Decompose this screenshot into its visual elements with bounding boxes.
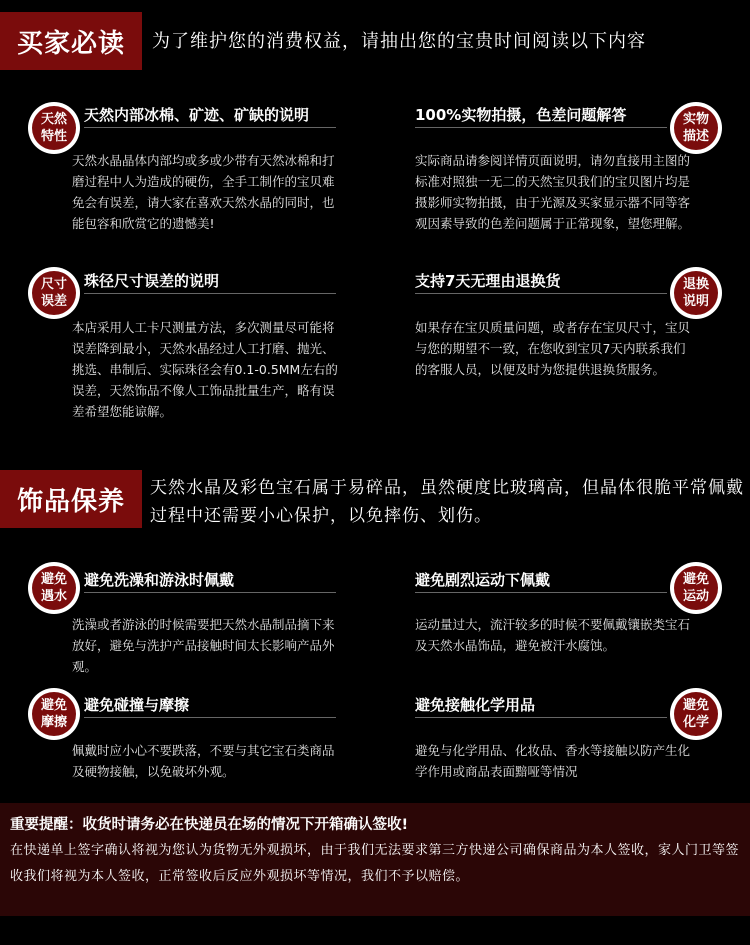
badge-avoid-friction: 避免 摩擦: [28, 688, 80, 740]
header-tag: 买家必读: [0, 12, 142, 70]
care-body-water: 洗澡或者游泳的时候需要把天然水晶制品摘下来放好，避免与洗护产品接触时间太长影响产品外观。: [72, 617, 335, 674]
note-title-real-photo: 100%实物拍摄，色差问题解答: [415, 106, 627, 124]
care-tag: 饰品保养: [0, 470, 142, 528]
divider: [415, 717, 667, 718]
divider: [84, 592, 336, 593]
notice-title: 重要提醒：收货时请务必在快递员在场的情况下开箱确认签收!: [10, 817, 409, 833]
note-title-return: 支持7天无理由退换货: [415, 272, 561, 290]
divider: [415, 293, 667, 294]
badge-size: 尺寸 误差: [28, 267, 80, 319]
divider: [84, 717, 336, 718]
badge-avoid-exercise: 避免 运动: [670, 562, 722, 614]
divider: [415, 127, 667, 128]
care-title-exercise: 避免剧烈运动下佩戴: [415, 571, 551, 589]
note-title-natural: 天然内部冰棉、矿迹、矿缺的说明: [84, 106, 310, 124]
note-body-real-photo: 实际商品请参阅详情页面说明，请勿直接用主图的标准对照独一无二的天然宝贝我们的宝贝图片均是摄影师实物拍摄，由于光源及买家显示器不同等客观因素导致的色差问题属于正常现象，望您理解。: [415, 153, 691, 231]
divider: [84, 127, 336, 128]
badge-return: 退换 说明: [670, 267, 722, 319]
care-body-friction: 佩戴时应小心不要跌落，不要与其它宝石类商品及硬物接触，以免破坏外观。: [72, 743, 335, 779]
care-body-exercise: 运动量过大，流汗较多的时候不要佩戴镶嵌类宝石及天然水晶饰品，避免被汗水腐蚀。: [415, 617, 691, 653]
care-title-water: 避免洗澡和游泳时佩戴: [84, 571, 235, 589]
care-title-friction: 避免碰撞与摩擦: [84, 696, 190, 714]
divider: [415, 592, 667, 593]
care-intro: 天然水晶及彩色宝石属于易碎品，虽然硬度比玻璃高，但晶体很脆平常佩戴过程中还需要小心保护，以免摔伤、划伤。: [150, 478, 744, 526]
care-title-chemical: 避免接触化学用品: [415, 696, 536, 714]
notice-body: 在快递单上签字确认将视为您认为货物无外观损坏，由于我们无法要求第三方快递公司确保商品为本人签收，家人门卫等签收我们将视为本人签收，正常签收后反应外观损坏等情况，我们不予以赔偿。: [10, 843, 740, 884]
badge-avoid-water: 避免 遇水: [28, 562, 80, 614]
divider: [84, 293, 336, 294]
header-intro: 为了维护您的消费权益，请抽出您的宝贵时间阅读以下内容: [152, 31, 646, 52]
badge-real-photo: 实物 描述: [670, 102, 722, 154]
note-body-size: 本店采用人工卡尺测量方法，多次测量尽可能将误差降到最小，天然水晶经过人工打磨、抛光、挑选、串制后、实际珠径会有0.1-0.5MM左右的误差，天然饰品不像人工饰品批量生产，略有误差希望您能谅解。: [72, 320, 338, 419]
note-body-natural: 天然水晶晶体内部均或多或少带有天然冰棉和打磨过程中人为造成的硬伤，全手工制作的宝贝难免会有误差，请大家在喜欢天然水晶的同时，也能包容和欣赏它的遗憾美!: [72, 153, 335, 231]
care-body-chemical: 避免与化学用品、化妆品、香水等接触以防产生化学作用或商品表面黯哑等情况: [415, 743, 691, 779]
note-body-return: 如果存在宝贝质量问题，或者存在宝贝尺寸，宝贝与您的期望不一致，在您收到宝贝7天内联系我们的客服人员，以便及时为您提供退换货服务。: [415, 320, 691, 377]
note-title-size: 珠径尺寸误差的说明: [84, 272, 220, 290]
badge-avoid-chemical: 避免 化学: [670, 688, 722, 740]
badge-natural: 天然 特性: [28, 102, 80, 154]
